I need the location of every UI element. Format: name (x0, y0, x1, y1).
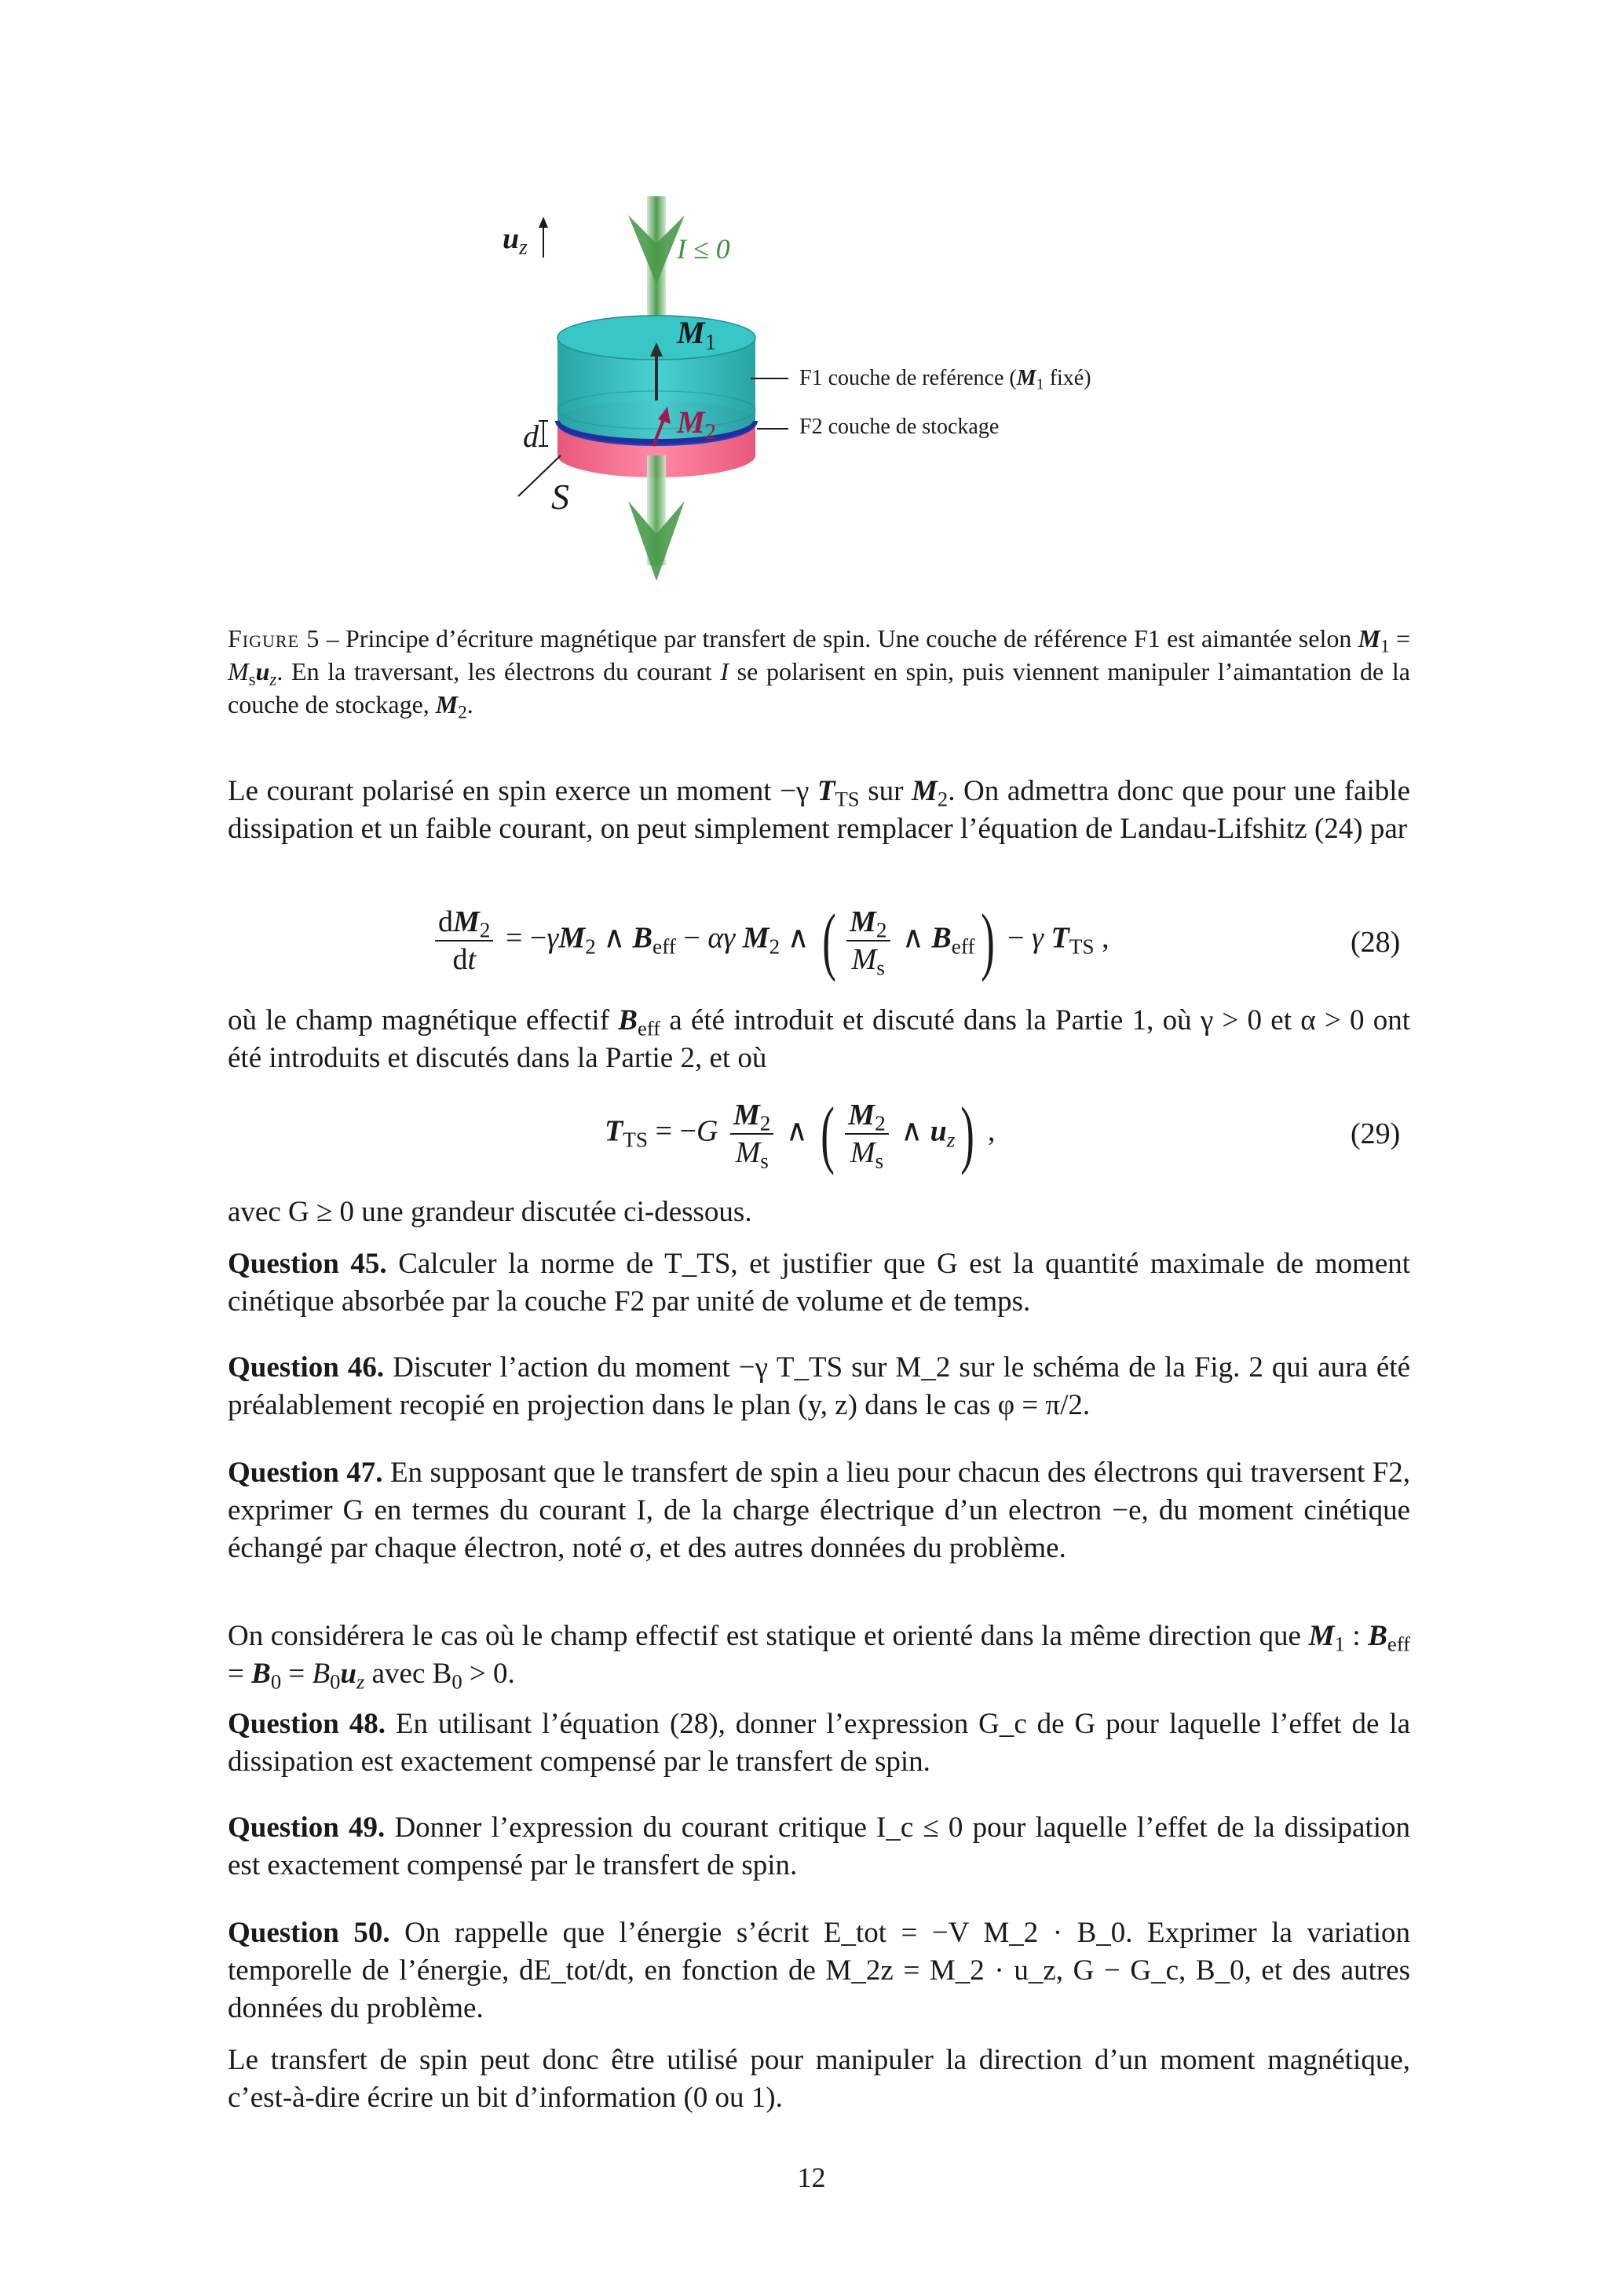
d-thickness-bracket (539, 421, 548, 446)
question-46: Question 46. Discuter l’action du moment −γ T_TS sur M_2 sur le schéma de la Fig. 2 qui aura été préalablement recopié en projection dans le plan (y, z) dans le cas φ = π/2. (228, 1351, 1410, 1421)
question-47: Question 47. En supposant que le transfert de spin a lieu pour chacun des électrons qui traversent F2, exprimer G en termes du courant I, de la charge électrique d’un electron −e, du moment cinétique échangé par chaque électron, noté σ, et des autres données du problème. (228, 1457, 1411, 1564)
d-label: d (523, 419, 539, 454)
m1-label: $M_1$ (677, 315, 716, 356)
s-label: S (551, 477, 569, 517)
paragraph-g: avec G ≥ 0 une grandeur discutée ci-dessous. (228, 1196, 752, 1228)
question-50: Question 50. On rappelle que l’énergie s’écrit E_tot = −V M_2 · B_0. Exprimer la variation temporelle de l’énergie, dE_tot/dt, en fonction de M_2z = M_2 · u_z, G − G_c, B_0, et des autres données du problème. (228, 1917, 1411, 2024)
m2-label: $M_2$ (677, 404, 716, 445)
equation-28-number: (28) (1351, 926, 1401, 959)
page-number: 12 (797, 2162, 826, 2193)
figure-caption: Figure 5 – Principe d’écriture magnétique par transfert de spin. Une couche de référence F1 est aimantée selon $M_1 = M_su_z$. En la traversant, les électrons du courant I se polarisent en spin, puis viennent manipuler l’aimantation de la couche de stockage, $M_2$. (228, 624, 1411, 722)
paragraph-static-field: On considérera le cas où le champ effectif est statique et orienté dans la même direction que $M_1$ : $B_{eff} = B_0 = B_0u_z$ avec $B_0 > 0$. (228, 1620, 1410, 1694)
spin-transfer-figure (471, 196, 1178, 597)
uz-axis-arrow (539, 217, 548, 258)
equation-29: $T_{TS} = -G$ $\frac{M_2}{M_s}$ ∧ ( $\frac{M_2}{M_s}$ ∧ $u_z$) , (605, 1091, 996, 1175)
equation-29-number: (29) (1351, 1117, 1401, 1150)
uz-label: $u_z$ (503, 222, 528, 259)
question-45: Question 45. Calculer la norme de T_TS, et justifier que G est la quantité maximale de moment cinétique absorbée par la couche F2 par unité de volume et de temps. (228, 1248, 1411, 1318)
current-label: I ≤ 0 (677, 233, 730, 265)
f2-layer-label: F2 couche de stockage (799, 415, 1000, 439)
paragraph-conclusion: Le transfert de spin peut donc être utilisé pour manipuler la direction d’un moment magnétique, c’est-à-dire écrire un bit d’information (0 ou 1). (228, 2044, 1410, 2114)
equation-28: $\frac{dM_2}{dt}$ = $-\gamma M_2$ ∧ $B_{eff} - \alpha\gamma$ $M_2$ ∧ ( $\frac{M_2}{M_s}$ ∧ $B_{eff}) - \gamma$ $T_{TS}$ , (430, 903, 1109, 978)
paragraph-intro: Le courant polarisé en spin exerce un moment −γ $T_{TS}$ sur $M_2$. On admettra donc que pour une faible dissipation et un faible courant, on peut simplement remplacer l’équation de Landau-Lifshitz (24) par (228, 775, 1410, 845)
paragraph-beff: où le champ magnétique effectif $B_{eff}$ a été introduit et discuté dans la Partie 1, où γ > 0 et α > 0 ont été introduits et discutés dans la Partie 2, et où (228, 1004, 1410, 1074)
f1-layer-label: F1 couche de reférence ($M_1$ fixé) (799, 366, 1091, 393)
question-48: Question 48. En utilisant l’équation (28), donner l’expression G_c de G pour laquelle l’effet de la dissipation est exactement compensé par le transfert de spin. (228, 1708, 1410, 1778)
caption-prefix: Figure 5 (228, 624, 320, 653)
question-49: Question 49. Donner l’expression du courant critique I_c ≤ 0 pour laquelle l’effet de la dissipation est exactement compensé par le transfert de spin. (228, 1812, 1411, 1881)
